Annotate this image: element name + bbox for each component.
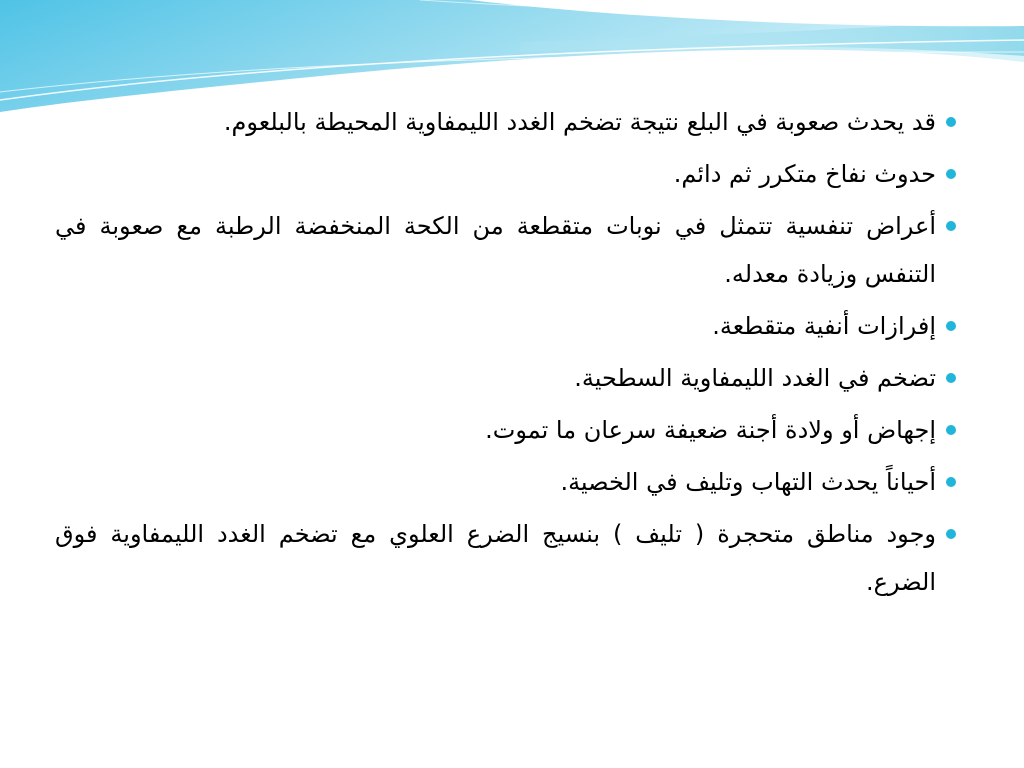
bullet-dot-icon [946, 321, 956, 331]
list-item [55, 150, 960, 198]
bullet-list [55, 98, 960, 606]
bullet-text: أعراض تنفسية تتمثل في نوبات متقطعة من الكحة المنخفضة الرطبة مع صعوبة في التنفس وزيادة معدله. [55, 212, 936, 288]
slide-content [55, 98, 960, 758]
bullet-dot-icon [946, 373, 956, 383]
bullet-text: إفرازات أنفية متقطعة. [712, 312, 936, 340]
bullet-dot-icon [946, 425, 956, 435]
bullet-dot-icon [946, 221, 956, 231]
bullet-text: وجود مناطق متحجرة ( تليف ) بنسيج الضرع العلوي مع تضخم الغدد الليمفاوية فوق الضرع. [55, 520, 936, 596]
bullet-dot-icon [946, 117, 956, 127]
bullet-text: تضخم في الغدد الليمفاوية السطحية. [574, 364, 936, 392]
bullet-dot-icon [946, 477, 956, 487]
bullet-dot-icon [946, 529, 956, 539]
bullet-text: قد يحدث صعوبة في البلع نتيجة تضخم الغدد الليمفاوية المحيطة بالبلعوم. [223, 108, 936, 136]
list-item [55, 406, 960, 454]
bullet-text: أحياناً يحدث التهاب وتليف في الخصية. [560, 468, 936, 496]
list-item [55, 98, 960, 146]
bullet-text: إجهاض أو ولادة أجنة ضعيفة سرعان ما تموت. [485, 416, 936, 444]
list-item [55, 510, 960, 606]
list-item [55, 202, 960, 298]
bullet-text: حدوث نفاخ متكرر ثم دائم. [673, 160, 936, 188]
list-item [55, 354, 960, 402]
list-item [55, 458, 960, 506]
bullet-dot-icon [946, 169, 956, 179]
list-item [55, 302, 960, 350]
